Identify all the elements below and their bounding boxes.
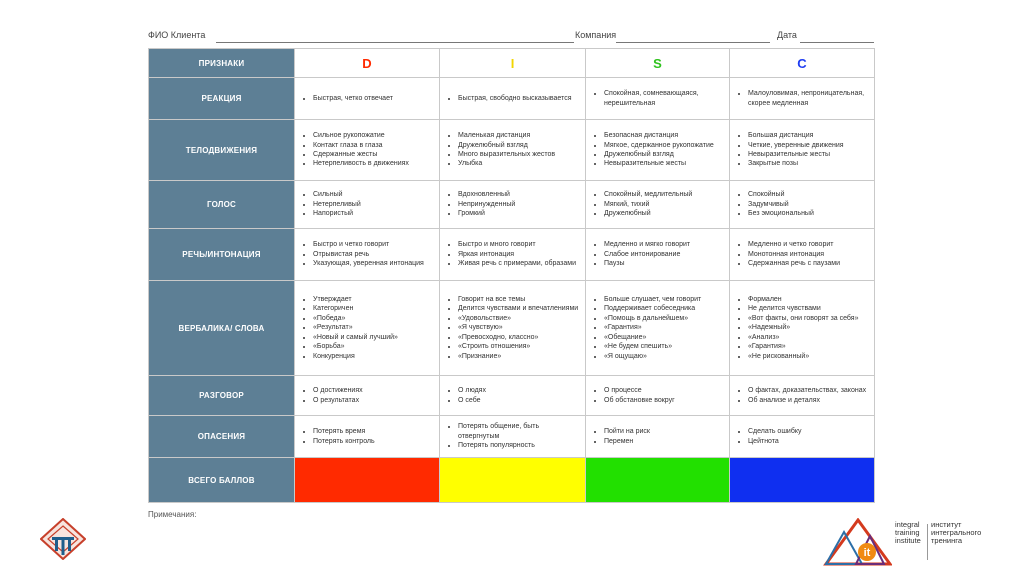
trait-item: • Паузы <box>604 259 725 268</box>
table-row <box>149 416 875 458</box>
trait-list <box>295 295 439 361</box>
trait-item: • Громкий <box>458 209 581 218</box>
trait-list <box>730 131 874 169</box>
row-label: РЕАКЦИЯ <box>149 78 295 120</box>
trait-item: • Указующая, уверенная интонация <box>313 259 435 268</box>
trait-list <box>586 295 729 361</box>
brand-line: institute <box>895 535 921 545</box>
trait-list <box>295 386 439 405</box>
triangle-logo-icon <box>40 518 86 560</box>
trait-item: • Живая речь с примерами, образами <box>458 259 581 268</box>
trait-item: • «Гарантия» <box>748 342 870 351</box>
row-label: РАЗГОВОР <box>149 376 295 416</box>
table-cell <box>586 78 730 120</box>
row-label: ТЕЛОДВИЖЕНИЯ <box>149 120 295 181</box>
trait-list <box>440 386 585 405</box>
total-label: ВСЕГО БАЛЛОВ <box>149 458 295 503</box>
trait-item: • Говорит на все темы <box>458 295 581 304</box>
it-triangle-icon <box>822 518 892 566</box>
table-cell <box>730 120 875 181</box>
trait-item: • Большая дистанция <box>748 131 870 140</box>
trait-list <box>730 295 874 361</box>
disc-table-body <box>149 49 875 503</box>
trait-item: • «Я ощущаю» <box>604 352 725 361</box>
trait-item: • Дружелюбный взгляд <box>458 141 581 150</box>
trait-item: • Задумчивый <box>748 200 870 209</box>
trait-item: • Цейтнота <box>748 437 870 446</box>
table-row <box>149 229 875 281</box>
institute-line: институт <box>931 520 962 529</box>
trait-item: • Больше слушает, чем говорит <box>604 295 725 304</box>
trait-item: • Яркая интонация <box>458 250 581 259</box>
trait-item: • «Не рискованный» <box>748 352 870 361</box>
company-label: Компания <box>575 30 617 40</box>
trait-item: • «Анализ» <box>748 333 870 342</box>
trait-list <box>295 131 439 169</box>
trait-item: • Формален <box>748 295 870 304</box>
trait-item: • Четкие, уверенные движения <box>748 141 870 150</box>
trait-item: • «Надежный» <box>748 323 870 332</box>
total-score-cell-d[interactable] <box>295 458 440 503</box>
logo-divider <box>927 524 928 560</box>
trait-item: • «Не будем спешить» <box>604 342 725 351</box>
trait-list <box>295 240 439 268</box>
trait-item: • Много выразительных жестов <box>458 150 581 159</box>
table-cell <box>586 120 730 181</box>
trait-item: • «Я чувствую» <box>458 323 581 332</box>
trait-item: • Слабое интонирование <box>604 250 725 259</box>
table-cell <box>440 78 586 120</box>
row-label: ОПАСЕНИЯ <box>149 416 295 458</box>
trait-item: • О достижениях <box>313 386 435 395</box>
trait-item: • Медленно и мягко говорит <box>604 240 725 249</box>
trait-item: • Напористый <box>313 209 435 218</box>
trait-list <box>440 295 585 361</box>
trait-item: • Мягкий, тихий <box>604 200 725 209</box>
trait-list <box>730 190 874 218</box>
trait-list <box>730 240 874 268</box>
table-cell <box>730 181 875 229</box>
trait-list <box>586 386 729 405</box>
trait-item: • Спокойная, сомневающаяся, нерешительная <box>604 89 725 108</box>
table-cell <box>586 281 730 376</box>
table-cell <box>586 376 730 416</box>
trait-item: • Быстрая, свободно высказывается <box>458 94 581 103</box>
date-field[interactable] <box>800 42 874 43</box>
table-cell <box>295 120 440 181</box>
trait-list <box>730 427 874 446</box>
trait-item: • Сдержанная речь с паузами <box>748 259 870 268</box>
trait-list <box>730 386 874 405</box>
trait-item: • Быстро и четко говорит <box>313 240 435 249</box>
trait-item: • Дружелюбный взгляд <box>604 150 725 159</box>
institute-line: тренинга <box>931 535 962 545</box>
brand-line: integral <box>895 520 920 529</box>
trait-list <box>440 94 585 103</box>
table-cell <box>440 281 586 376</box>
trait-item: • Сильный <box>313 190 435 199</box>
trait-list <box>586 89 729 108</box>
trait-list <box>730 89 874 108</box>
column-header-d: D <box>295 49 440 78</box>
trait-item: • «Помощь в дальнейшем» <box>604 314 725 323</box>
table-cell <box>440 120 586 181</box>
trait-item: • Нетерпеливость в движениях <box>313 159 435 168</box>
table-cell <box>730 281 875 376</box>
trait-item: • Об анализе и деталях <box>748 396 870 405</box>
trait-item: • «Гарантия» <box>604 323 725 332</box>
trait-item: • Отрывистая речь <box>313 250 435 259</box>
table-cell <box>730 416 875 458</box>
trait-item: • Потерять популярность <box>458 441 581 450</box>
trait-item: • «Борьба» <box>313 342 435 351</box>
trait-item: • Потерять общение, быть отвергнутым <box>458 422 581 441</box>
table-cell <box>730 78 875 120</box>
table-cell <box>730 229 875 281</box>
table-row <box>149 120 875 181</box>
trait-item: • Мягкое, сдержанное рукопожатие <box>604 141 725 150</box>
table-cell <box>730 376 875 416</box>
company-field[interactable] <box>616 42 770 43</box>
table-cell <box>295 229 440 281</box>
trait-item: • «Признание» <box>458 352 581 361</box>
trait-item: • Об обстановке вокруг <box>604 396 725 405</box>
client-name-field[interactable] <box>216 42 574 43</box>
trait-item: • Невыразительные жесты <box>604 159 725 168</box>
trait-item: • Сдержанные жесты <box>313 150 435 159</box>
trait-item: • Утверждает <box>313 295 435 304</box>
notes-label: Примечания: <box>148 510 197 519</box>
trait-list <box>440 131 585 169</box>
trait-list <box>440 240 585 268</box>
trait-item: • Улыбка <box>458 159 581 168</box>
table-cell <box>440 181 586 229</box>
brand-text <box>895 521 921 545</box>
trait-item: • Поддерживает собеседника <box>604 304 725 313</box>
trait-list <box>586 190 729 218</box>
trait-item: • Не делится чувствами <box>748 304 870 313</box>
trait-item: • Без эмоциональный <box>748 209 870 218</box>
trait-item: • Безопасная дистанция <box>604 131 725 140</box>
total-score-cell-s[interactable] <box>586 458 730 503</box>
trait-item: • Спокойный, медлительный <box>604 190 725 199</box>
trait-item: • Перемен <box>604 437 725 446</box>
total-score-cell-c[interactable] <box>730 458 875 503</box>
table-row <box>149 281 875 376</box>
row-label: РЕЧЬ/ИНТОНАЦИЯ <box>149 229 295 281</box>
trait-item: • Потерять время <box>313 427 435 436</box>
date-label: Дата <box>777 30 797 40</box>
trait-item: • «Новый и самый лучший» <box>313 333 435 342</box>
header-label-cell: ПРИЗНАКИ <box>149 49 295 78</box>
trait-list <box>440 422 585 450</box>
trait-item: • Контакт глаза в глаза <box>313 141 435 150</box>
trait-item: • «Вот факты, они говорят за себя» <box>748 314 870 323</box>
trait-item: • Маленькая дистанция <box>458 131 581 140</box>
trait-list <box>295 190 439 218</box>
trait-list <box>440 190 585 218</box>
table-row <box>149 181 875 229</box>
trait-item: • Сделать ошибку <box>748 427 870 436</box>
trait-list <box>295 94 439 103</box>
trait-item: • Непринужденный <box>458 200 581 209</box>
row-label: ГОЛОС <box>149 181 295 229</box>
table-cell <box>295 376 440 416</box>
trait-item: • Конкуренция <box>313 352 435 361</box>
trait-list <box>586 427 729 446</box>
trait-item: • Потерять контроль <box>313 437 435 446</box>
brand-line: training <box>895 527 920 537</box>
table-row <box>149 78 875 120</box>
trait-item: • «Строить отношения» <box>458 342 581 351</box>
total-score-cell-i[interactable] <box>440 458 586 503</box>
total-row <box>149 458 875 503</box>
table-cell <box>586 416 730 458</box>
trait-item: • Спокойный <box>748 190 870 199</box>
trait-item: • Нетерпеливый <box>313 200 435 209</box>
column-header-s: S <box>586 49 730 78</box>
form-header <box>148 30 874 46</box>
trait-item: • «Победа» <box>313 314 435 323</box>
disc-table <box>148 48 875 503</box>
trait-item: • О себе <box>458 396 581 405</box>
trait-item: • О фактах, доказательствах, законах <box>748 386 870 395</box>
institute-text <box>931 521 981 545</box>
trait-item: • Вдохновленный <box>458 190 581 199</box>
table-cell <box>295 78 440 120</box>
trait-item: • Быстро и много говорит <box>458 240 581 249</box>
trait-item: • Пойти на риск <box>604 427 725 436</box>
trait-item: • Монотонная интонация <box>748 250 870 259</box>
trait-item: • Малоуловимая, непроницательная, скорее медленная <box>748 89 870 108</box>
trait-item: • О результатах <box>313 396 435 405</box>
trait-item: • Сильное рукопожатие <box>313 131 435 140</box>
table-cell <box>295 181 440 229</box>
trait-item: • Медленно и четко говорит <box>748 240 870 249</box>
trait-list <box>295 427 439 446</box>
trait-item: • «Удовольствие» <box>458 314 581 323</box>
trait-item: • «Превосходно, классно» <box>458 333 581 342</box>
trait-item: • Закрытые позы <box>748 159 870 168</box>
trait-list <box>586 131 729 169</box>
institute-logo <box>822 518 994 566</box>
table-cell <box>295 281 440 376</box>
trait-item: • Невыразительные жесты <box>748 150 870 159</box>
table-header-row <box>149 49 875 78</box>
table-cell <box>440 416 586 458</box>
trait-item: • Категоричен <box>313 304 435 313</box>
trait-item: • «Обещание» <box>604 333 725 342</box>
table-cell <box>586 181 730 229</box>
column-header-c: C <box>730 49 875 78</box>
client-name-label: ФИО Клиента <box>148 30 206 40</box>
table-cell <box>440 376 586 416</box>
trait-list <box>586 240 729 268</box>
trait-item: • Быстрая, четко отвечает <box>313 94 435 103</box>
table-row <box>149 376 875 416</box>
trait-item: • «Результат» <box>313 323 435 332</box>
trait-item: • О людях <box>458 386 581 395</box>
table-cell <box>586 229 730 281</box>
trait-item: • Дружелюбный <box>604 209 725 218</box>
logo-mark-text: it <box>863 547 871 559</box>
trait-item: • О процессе <box>604 386 725 395</box>
row-label: ВЕРБАЛИКА/ СЛОВА <box>149 281 295 376</box>
trait-item: • Делится чувствами и впечатлениями <box>458 304 581 313</box>
institute-line: интегрального <box>931 527 982 537</box>
table-cell <box>440 229 586 281</box>
column-header-i: I <box>440 49 586 78</box>
table-cell <box>295 416 440 458</box>
